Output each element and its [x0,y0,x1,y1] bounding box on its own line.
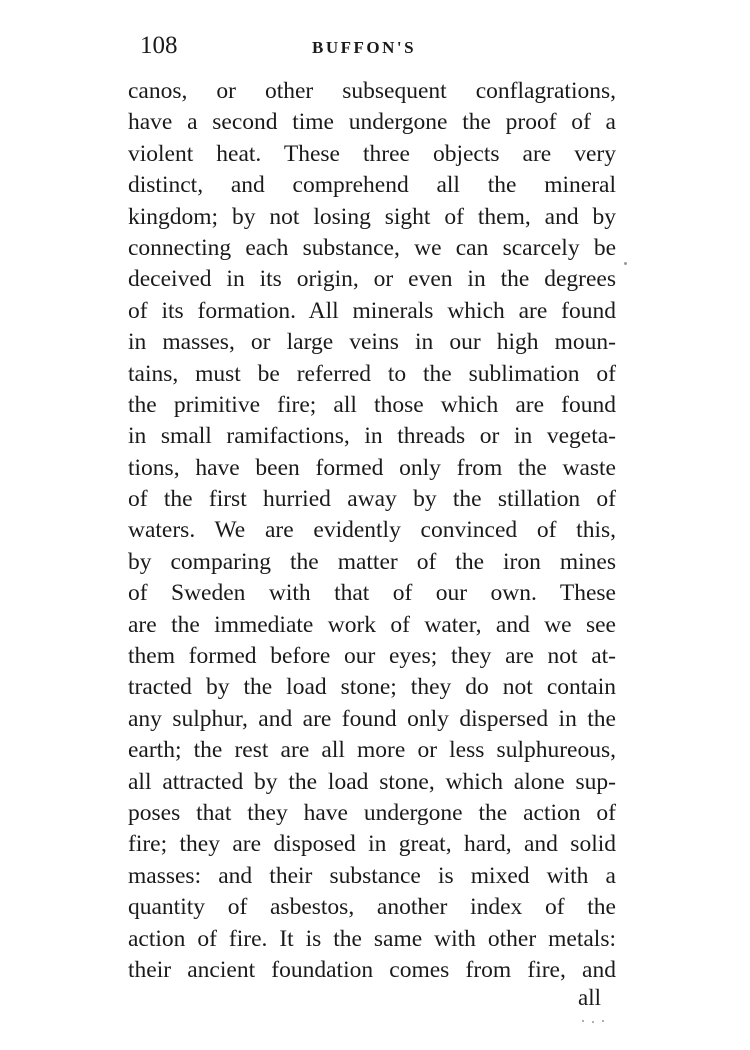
text-line: have a second time undergone the proof of a [128,109,616,136]
text-line: are the immediate work of water, and we see [128,611,616,638]
print-speck [602,1020,604,1022]
print-speck [592,1021,594,1023]
text-line: of Sweden with that of our own. These [128,580,616,607]
text-line: canos, or other subsequent conflagrations, [128,78,616,104]
text-line: quantity of asbestos, another index of the [128,894,616,921]
text-line: by comparing the matter of the iron mines [128,548,616,575]
text-line: connecting each substance, we can scarcely be [128,234,616,261]
text-line: in small ramifactions, in threads or in vegeta- [128,423,616,450]
catchword: all [578,985,601,1010]
text-line: poses that they have undergone the action of [128,799,616,826]
page-number: 108 [140,32,178,59]
text-line: masses: and their substance is mixed with a [128,862,616,889]
print-speck [624,262,627,265]
text-line: fire; they are disposed in great, hard, and solid [128,831,616,858]
text-line: of the first hurried away by the stillation of [128,486,616,513]
text-line: tions, have been formed only from the waste [128,454,616,481]
text-line: in masses, or large veins in our high moun- [128,329,616,356]
text-line: any sulphur, and are found only dispersed in the [128,705,616,732]
text-line: tains, must be referred to the sublimation of [128,360,616,387]
text-line: all attracted by the load stone, which alone sup- [128,768,616,795]
print-speck [582,1020,584,1022]
text-line: waters. We are evidently convinced of this, [128,517,616,544]
text-line: the primitive fire; all those which are found [128,391,616,418]
text-line: their ancient foundation comes from fire, and [128,956,616,983]
text-line: them formed before our eyes; they are not at- [128,643,616,670]
running-head: BUFFON'S [312,38,417,57]
text-line: kingdom; by not losing sight of them, and by [128,203,616,230]
text-line: distinct, and comprehend all the mineral [128,172,616,199]
text-line: violent heat. These three objects are very [128,140,616,167]
text-line: earth; the rest are all more or less sulphureous, [128,737,616,764]
body-text [128,76,616,986]
text-line: action of fire. It is the same with other metals: [128,925,616,952]
text-line: of its formation. All minerals which are found [128,297,616,324]
text-line: deceived in its origin, or even in the degrees [128,266,616,293]
text-line: tracted by the load stone; they do not contain [128,674,616,701]
